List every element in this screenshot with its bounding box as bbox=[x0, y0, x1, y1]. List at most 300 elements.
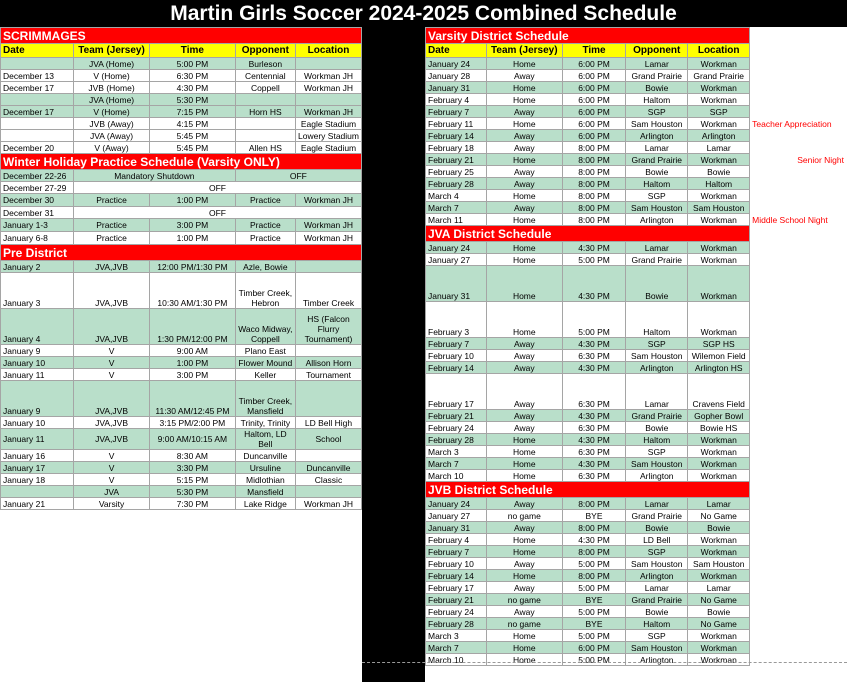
cell-time: 6:30 PM bbox=[562, 350, 626, 362]
table-row bbox=[1, 417, 362, 429]
cell-team: JVB (Away) bbox=[74, 118, 150, 130]
cell-location: Wilemon Field bbox=[688, 350, 750, 362]
cell-opponent: Grand Prairie bbox=[626, 594, 688, 606]
cell-team: V bbox=[74, 450, 150, 462]
cell-time: 5:30 PM bbox=[150, 94, 236, 106]
row-note bbox=[750, 190, 847, 202]
scrimmages-banner bbox=[1, 28, 362, 44]
table-row bbox=[426, 374, 847, 410]
cell-location: Bowie bbox=[688, 606, 750, 618]
cell-team: Away bbox=[486, 422, 562, 434]
table-row bbox=[426, 642, 847, 654]
cell-date: January 2 bbox=[1, 261, 74, 273]
cell-date: December 31 bbox=[1, 207, 74, 219]
cell-date: February 7 bbox=[426, 106, 487, 118]
table-row bbox=[1, 58, 362, 70]
cell-location bbox=[296, 94, 362, 106]
cell-location: Lowery Stadium bbox=[296, 130, 362, 142]
cell-time: 6:30 PM bbox=[562, 446, 626, 458]
cell-time: 4:30 PM bbox=[562, 410, 626, 422]
cell-time: 4:30 PM bbox=[562, 242, 626, 254]
table-row bbox=[426, 94, 847, 106]
cell-location: No Game bbox=[688, 594, 750, 606]
cell-location: Workman bbox=[688, 458, 750, 470]
cell-date: March 3 bbox=[426, 630, 487, 642]
cell-date: February 17 bbox=[426, 374, 487, 410]
cell-opponent: Bowie bbox=[626, 266, 688, 302]
cell-date: January 3 bbox=[1, 273, 74, 309]
cell-date: February 21 bbox=[426, 410, 487, 422]
row-note bbox=[750, 82, 847, 94]
table-row bbox=[426, 154, 847, 166]
row-note bbox=[750, 654, 847, 666]
cell-date: January 18 bbox=[1, 474, 74, 486]
cell-team: Varsity bbox=[74, 498, 150, 510]
holiday-banner bbox=[1, 154, 362, 170]
table-row bbox=[426, 338, 847, 350]
page-title: Martin Girls Soccer 2024-2025 Combined Schedule bbox=[170, 2, 677, 25]
cell-team: Away bbox=[486, 338, 562, 350]
cell-opponent bbox=[235, 94, 295, 106]
cell-opponent: Haltom bbox=[626, 302, 688, 338]
row-note bbox=[750, 582, 847, 594]
row-note bbox=[750, 510, 847, 522]
row-note bbox=[750, 546, 847, 558]
cell-time: 5:00 PM bbox=[562, 582, 626, 594]
cell-date: January 16 bbox=[1, 450, 74, 462]
cell-opponent: Haltom bbox=[626, 94, 688, 106]
cell-team: Home bbox=[486, 266, 562, 302]
cell-time: 4:30 PM bbox=[562, 458, 626, 470]
cell-time: 8:00 PM bbox=[562, 202, 626, 214]
cell-location: HS (Falcon Flurry Tournament) bbox=[296, 309, 362, 345]
cell-team: Practice bbox=[74, 194, 150, 207]
row-note bbox=[750, 498, 847, 510]
cell-location: Workman bbox=[688, 534, 750, 546]
cell-date: January 9 bbox=[1, 381, 74, 417]
cell-date: February 4 bbox=[426, 534, 487, 546]
cell-location: Workman JH bbox=[296, 498, 362, 510]
cell-location: Workman bbox=[688, 214, 750, 226]
right-schedule-table bbox=[425, 27, 847, 666]
row-note bbox=[750, 338, 847, 350]
row-note bbox=[750, 166, 847, 178]
table-row bbox=[426, 654, 847, 666]
cell-opponent: Allen HS bbox=[235, 142, 295, 154]
cell-date: March 3 bbox=[426, 446, 487, 458]
cell-date: February 18 bbox=[426, 142, 487, 154]
row-note bbox=[750, 142, 847, 154]
cell-location: Haltom bbox=[688, 178, 750, 190]
cell-team: Away bbox=[486, 374, 562, 410]
cell-team: Away bbox=[486, 522, 562, 534]
cell-location bbox=[296, 486, 362, 498]
cell-team: JVA,JVB bbox=[74, 417, 150, 429]
cell-location: Workman bbox=[688, 58, 750, 70]
row-note: Middle School Night bbox=[750, 214, 847, 226]
cell-date bbox=[1, 118, 74, 130]
header-opponent: Opponent bbox=[235, 44, 295, 58]
row-note bbox=[750, 470, 847, 482]
cell-team: JVA,JVB bbox=[74, 309, 150, 345]
cell-location: Workman bbox=[688, 190, 750, 202]
spacer-cell bbox=[750, 44, 847, 58]
cell-opponent: Burleson bbox=[235, 58, 295, 70]
spacer-cell bbox=[750, 28, 847, 44]
cell-location: Workman bbox=[688, 570, 750, 582]
cell-team: Home bbox=[486, 434, 562, 446]
cell-opponent: Duncanville bbox=[235, 450, 295, 462]
cell-opponent: Haltom bbox=[626, 434, 688, 446]
table-row bbox=[1, 118, 362, 130]
jvb-banner bbox=[426, 482, 847, 498]
cell-team: Home bbox=[486, 58, 562, 70]
cell-opponent: Bowie bbox=[626, 82, 688, 94]
table-row bbox=[426, 422, 847, 434]
table-row bbox=[426, 82, 847, 94]
cell-location: Workman bbox=[688, 470, 750, 482]
cell-opponent: SGP bbox=[626, 106, 688, 118]
table-row bbox=[426, 350, 847, 362]
cell-date: February 10 bbox=[426, 350, 487, 362]
cell-status: OFF bbox=[74, 182, 362, 194]
cell-location: Workman bbox=[688, 94, 750, 106]
cell-opponent: Arlington bbox=[626, 570, 688, 582]
cell-opponent: SGP bbox=[626, 630, 688, 642]
cell-time: 6:30 PM bbox=[562, 422, 626, 434]
cell-date: January 11 bbox=[1, 429, 74, 450]
cell-team: JVA (Home) bbox=[74, 58, 150, 70]
table-row bbox=[1, 219, 362, 232]
cell-opponent: Flower Mound bbox=[235, 357, 295, 369]
cell-location: Lamar bbox=[688, 498, 750, 510]
table-row bbox=[1, 142, 362, 154]
cell-date: February 7 bbox=[426, 338, 487, 350]
cell-time: 6:00 PM bbox=[562, 130, 626, 142]
cell-date: January 31 bbox=[426, 82, 487, 94]
left-schedule-table bbox=[0, 27, 362, 510]
cell-team: Home bbox=[486, 630, 562, 642]
cell-location: Bowie HS bbox=[688, 422, 750, 434]
cell-date: February 17 bbox=[426, 582, 487, 594]
cell-team: Away bbox=[486, 142, 562, 154]
table-row bbox=[426, 558, 847, 570]
table-row bbox=[426, 214, 847, 226]
table-row bbox=[1, 232, 362, 245]
cell-date: January 27 bbox=[426, 510, 487, 522]
cell-status: Mandatory Shutdown bbox=[74, 170, 236, 182]
table-row bbox=[426, 242, 847, 254]
cell-opponent: Lamar bbox=[626, 374, 688, 410]
jva-banner bbox=[426, 226, 847, 242]
cell-team: V bbox=[74, 474, 150, 486]
table-row bbox=[1, 309, 362, 345]
cell-team: Home bbox=[486, 242, 562, 254]
cell-opponent bbox=[235, 130, 295, 142]
cell-date: January 9 bbox=[1, 345, 74, 357]
table-row bbox=[426, 510, 847, 522]
cell-time: 5:15 PM bbox=[150, 474, 236, 486]
cell-date: January 27 bbox=[426, 254, 487, 266]
cell-opponent: Horn HS bbox=[235, 106, 295, 118]
row-note bbox=[750, 458, 847, 470]
row-note bbox=[750, 94, 847, 106]
varsity-banner-label: Varsity District Schedule bbox=[426, 28, 750, 44]
cell-location: Workman bbox=[688, 154, 750, 166]
cell-location bbox=[296, 261, 362, 273]
cell-location: Workman bbox=[688, 446, 750, 458]
cell-date: February 24 bbox=[426, 422, 487, 434]
cell-time: 4:30 PM bbox=[150, 82, 236, 94]
table-row bbox=[426, 302, 847, 338]
table-row bbox=[426, 594, 847, 606]
cell-team: Home bbox=[486, 190, 562, 202]
cell-team: Home bbox=[486, 470, 562, 482]
cell-team: JVA bbox=[74, 486, 150, 498]
table-row bbox=[1, 82, 362, 94]
cell-location: Gopher Bowl bbox=[688, 410, 750, 422]
cell-date: February 21 bbox=[426, 594, 487, 606]
row-note bbox=[750, 522, 847, 534]
cell-date: December 30 bbox=[1, 194, 74, 207]
cell-time: 12:00 PM/1:30 PM bbox=[150, 261, 236, 273]
table-row bbox=[426, 410, 847, 422]
cell-time: 11:30 AM/12:45 PM bbox=[150, 381, 236, 417]
cell-location: Lamar bbox=[688, 142, 750, 154]
cell-opponent: Sam Houston bbox=[626, 350, 688, 362]
cell-opponent: Timber Creek, Mansfield bbox=[235, 381, 295, 417]
cell-time: 5:00 PM bbox=[562, 254, 626, 266]
cell-team: Away bbox=[486, 202, 562, 214]
cell-time: 8:00 PM bbox=[562, 522, 626, 534]
cell-date: February 24 bbox=[426, 606, 487, 618]
table-row bbox=[1, 261, 362, 273]
cell-time: 3:00 PM bbox=[150, 369, 236, 381]
cell-opponent: Sam Houston bbox=[626, 202, 688, 214]
row-note bbox=[750, 130, 847, 142]
cell-team: V bbox=[74, 357, 150, 369]
cell-date: February 3 bbox=[426, 302, 487, 338]
holiday-banner-label: Winter Holiday Practice Schedule (Varsity ONLY) bbox=[1, 154, 362, 170]
table-row bbox=[426, 118, 847, 130]
cell-status-2: OFF bbox=[235, 170, 361, 182]
cell-team: JVA (Home) bbox=[74, 94, 150, 106]
cell-opponent: Arlington bbox=[626, 654, 688, 666]
row-note bbox=[750, 558, 847, 570]
cell-location: Workman bbox=[688, 630, 750, 642]
cell-team: no game bbox=[486, 594, 562, 606]
table-row bbox=[426, 470, 847, 482]
cell-team: Home bbox=[486, 570, 562, 582]
table-row bbox=[1, 194, 362, 207]
cell-opponent: Grand Prairie bbox=[626, 154, 688, 166]
table-row bbox=[426, 254, 847, 266]
cell-opponent: Practice bbox=[235, 232, 295, 245]
cell-date: February 14 bbox=[426, 362, 487, 374]
cell-opponent: Haltom bbox=[626, 618, 688, 630]
cell-location: Bowie bbox=[688, 522, 750, 534]
row-note bbox=[750, 302, 847, 338]
table-row bbox=[1, 450, 362, 462]
cell-team: Away bbox=[486, 70, 562, 82]
table-row bbox=[1, 345, 362, 357]
cell-team: Practice bbox=[74, 232, 150, 245]
cell-date: February 28 bbox=[426, 618, 487, 630]
table-row bbox=[1, 462, 362, 474]
table-row bbox=[426, 582, 847, 594]
cell-team: no game bbox=[486, 618, 562, 630]
cell-time: BYE bbox=[562, 594, 626, 606]
row-note bbox=[750, 618, 847, 630]
row-note bbox=[750, 374, 847, 410]
cell-date: January 10 bbox=[1, 417, 74, 429]
header-date: Date bbox=[1, 44, 74, 58]
cell-opponent: SGP bbox=[626, 446, 688, 458]
cell-team: Home bbox=[486, 546, 562, 558]
cell-time: 8:00 PM bbox=[562, 498, 626, 510]
cell-location: Workman bbox=[688, 82, 750, 94]
cell-time: 1:00 PM bbox=[150, 194, 236, 207]
row-note bbox=[750, 178, 847, 190]
cell-team: Away bbox=[486, 362, 562, 374]
cell-status: OFF bbox=[74, 207, 362, 219]
cell-time: 6:30 PM bbox=[562, 374, 626, 410]
cell-time: 6:00 PM bbox=[562, 106, 626, 118]
predistrict-banner bbox=[1, 245, 362, 261]
table-row bbox=[426, 606, 847, 618]
cell-team: JVA,JVB bbox=[74, 429, 150, 450]
cell-time: BYE bbox=[562, 618, 626, 630]
header-date: Date bbox=[426, 44, 487, 58]
cell-location: Workman JH bbox=[296, 194, 362, 207]
cell-opponent: Azle, Bowie bbox=[235, 261, 295, 273]
cell-team: Away bbox=[486, 106, 562, 118]
cell-time: 6:00 PM bbox=[562, 642, 626, 654]
cell-opponent: Lamar bbox=[626, 242, 688, 254]
table-row bbox=[1, 273, 362, 309]
cell-date: March 10 bbox=[426, 470, 487, 482]
cell-opponent: Mansfield bbox=[235, 486, 295, 498]
cell-time: 1:00 PM bbox=[150, 232, 236, 245]
cell-opponent: Practice bbox=[235, 219, 295, 232]
cell-team: Home bbox=[486, 94, 562, 106]
cell-time: 1:00 PM bbox=[150, 357, 236, 369]
cell-opponent: Timber Creek, Hebron bbox=[235, 273, 295, 309]
table-row bbox=[1, 429, 362, 450]
cell-location: Workman bbox=[688, 118, 750, 130]
row-note: Teacher Appreciation bbox=[750, 118, 847, 130]
cell-date: February 14 bbox=[426, 570, 487, 582]
cell-team: V (Home) bbox=[74, 106, 150, 118]
cell-date: March 7 bbox=[426, 458, 487, 470]
cell-opponent: Grand Prairie bbox=[626, 70, 688, 82]
cell-opponent: SGP bbox=[626, 546, 688, 558]
cell-team: V bbox=[74, 369, 150, 381]
cell-time: 6:30 PM bbox=[562, 470, 626, 482]
cell-date: February 10 bbox=[426, 558, 487, 570]
table-row bbox=[1, 106, 362, 118]
cell-time: 5:30 PM bbox=[150, 486, 236, 498]
cell-date: January 1-3 bbox=[1, 219, 74, 232]
table-row bbox=[426, 362, 847, 374]
cell-date: December 17 bbox=[1, 106, 74, 118]
cell-time: 6:00 PM bbox=[562, 70, 626, 82]
cell-location: Cravens Field bbox=[688, 374, 750, 410]
cell-date: February 25 bbox=[426, 166, 487, 178]
cell-team: Home bbox=[486, 302, 562, 338]
table-row bbox=[426, 546, 847, 558]
row-note bbox=[750, 58, 847, 70]
cell-location: Workman JH bbox=[296, 82, 362, 94]
table-row bbox=[1, 70, 362, 82]
cell-time: 5:00 PM bbox=[562, 630, 626, 642]
cell-time: 6:00 PM bbox=[562, 58, 626, 70]
cell-team: Home bbox=[486, 642, 562, 654]
cell-opponent: Arlington bbox=[626, 214, 688, 226]
cell-time: 8:00 PM bbox=[562, 190, 626, 202]
table-row bbox=[426, 434, 847, 446]
varsity-banner bbox=[426, 28, 847, 44]
cell-location: Sam Houston bbox=[688, 202, 750, 214]
cell-date: January 17 bbox=[1, 462, 74, 474]
cell-location: Workman bbox=[688, 642, 750, 654]
cell-time: 8:00 PM bbox=[562, 214, 626, 226]
cell-date: January 24 bbox=[426, 498, 487, 510]
table-row bbox=[1, 130, 362, 142]
table-row bbox=[1, 94, 362, 106]
cell-team: Home bbox=[486, 154, 562, 166]
row-note bbox=[750, 350, 847, 362]
row-note bbox=[750, 202, 847, 214]
cell-opponent: Coppell bbox=[235, 82, 295, 94]
cell-date: March 11 bbox=[426, 214, 487, 226]
table-row bbox=[426, 130, 847, 142]
jva-banner-label: JVA District Schedule bbox=[426, 226, 750, 242]
cell-team: Home bbox=[486, 446, 562, 458]
cell-opponent: Waco Midway, Coppell bbox=[235, 309, 295, 345]
cell-date: January 24 bbox=[426, 58, 487, 70]
cell-location: Allison Horn bbox=[296, 357, 362, 369]
table-row bbox=[1, 170, 362, 182]
cell-opponent: Sam Houston bbox=[626, 118, 688, 130]
cell-opponent: LD Bell bbox=[626, 534, 688, 546]
cell-time: 4:30 PM bbox=[562, 338, 626, 350]
cell-time: 4:30 PM bbox=[562, 434, 626, 446]
cell-location: Duncanville bbox=[296, 462, 362, 474]
cell-date: January 31 bbox=[426, 522, 487, 534]
cell-location: Classic bbox=[296, 474, 362, 486]
table-row bbox=[426, 178, 847, 190]
row-note bbox=[750, 254, 847, 266]
row-note: Senior Night bbox=[750, 154, 847, 166]
table-row bbox=[426, 166, 847, 178]
cell-opponent: Lamar bbox=[626, 498, 688, 510]
row-note bbox=[750, 410, 847, 422]
cell-team: Home bbox=[486, 214, 562, 226]
cell-team: Away bbox=[486, 410, 562, 422]
cell-location: Tournament bbox=[296, 369, 362, 381]
cell-date: January 4 bbox=[1, 309, 74, 345]
cell-date: February 28 bbox=[426, 178, 487, 190]
row-note bbox=[750, 70, 847, 82]
cell-time: 5:45 PM bbox=[150, 142, 236, 154]
cell-date: February 4 bbox=[426, 94, 487, 106]
cell-opponent: Arlington bbox=[626, 362, 688, 374]
cell-location bbox=[296, 345, 362, 357]
cell-team: Away bbox=[486, 606, 562, 618]
cell-opponent: Haltom, LD Bell bbox=[235, 429, 295, 450]
cell-team: JVB (Home) bbox=[74, 82, 150, 94]
